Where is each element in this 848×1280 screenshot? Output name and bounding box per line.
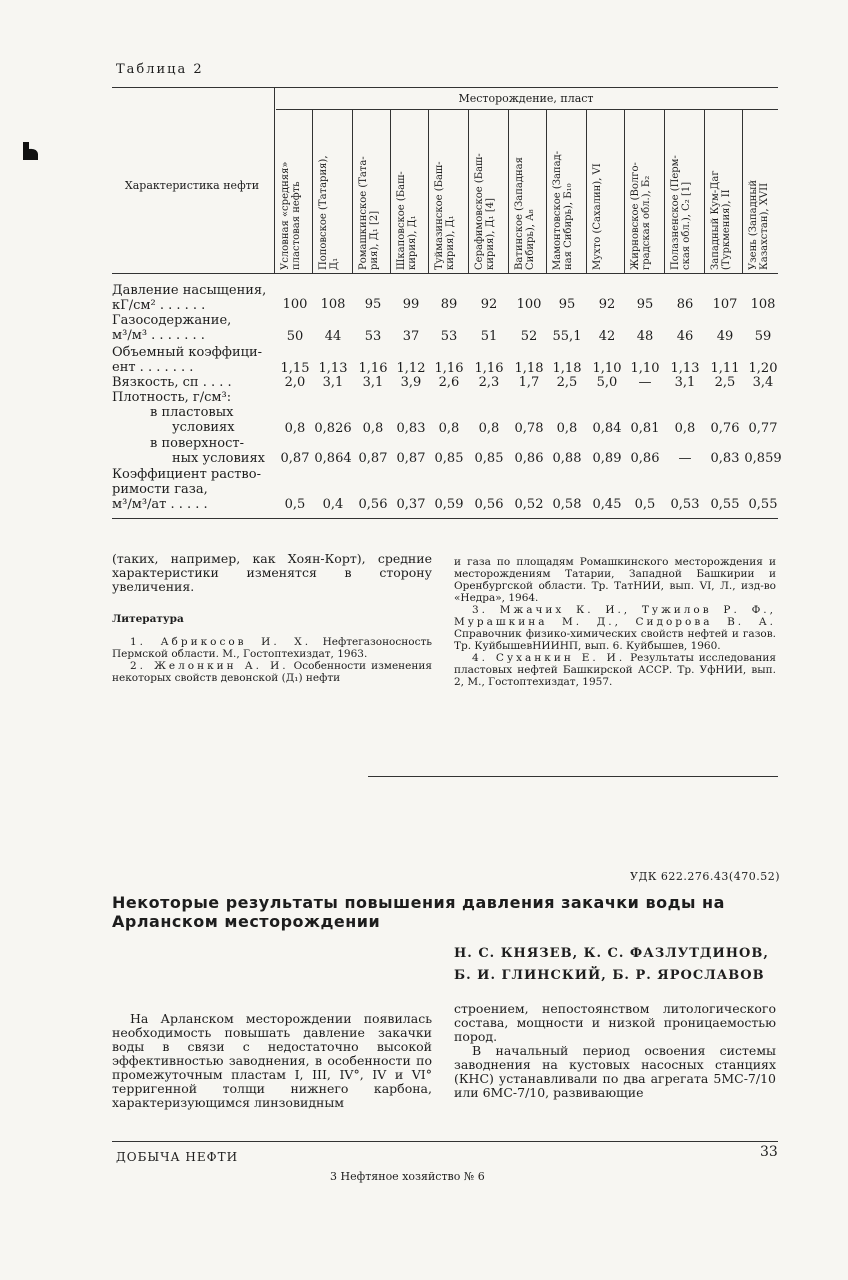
table-cell: 100 (282, 297, 308, 312)
table-cell: 0,86 (514, 451, 544, 466)
table-cell: 95 (636, 297, 654, 312)
table-cell: 0,826 (314, 421, 352, 436)
table-cell: 0,52 (514, 497, 544, 512)
table-cell: 46 (676, 329, 694, 344)
column-divider (586, 109, 587, 273)
table-cell: 51 (480, 329, 498, 344)
table-cell: 48 (636, 329, 654, 344)
table-cell: 108 (750, 297, 776, 312)
table-cell: 1,16 (474, 361, 504, 376)
conclusion-paragraph: (таких, например, как Хоян-Корт), средние характеристики изменятся в сторону увеличения. (112, 551, 432, 594)
article-authors (454, 943, 769, 987)
upper-left-column (112, 552, 432, 684)
table-cell: 49 (716, 329, 734, 344)
table-cell: 1,10 (630, 361, 660, 376)
upper-right-column (454, 556, 776, 688)
row-label: Вязкость, сп . . . . (112, 375, 232, 390)
reference-3: 3. Мжачих К. И., Тужилов Р. Ф., Мурашкина М. Д., Сидорова В. А. Справочник физико-химических свойств нефтей и газов. Тр. КуйбышевНИИНП, вып. 6. Куйбышев, 1960. (454, 604, 776, 652)
table-cell: 0,89 (592, 451, 622, 466)
table-cell: 44 (324, 329, 342, 344)
table-cell: 1,16 (358, 361, 388, 376)
column-divider (352, 109, 353, 273)
table-cell: 1,13 (318, 361, 348, 376)
table-top-rule (112, 87, 778, 88)
journal-section: ДОБЫЧА НЕФТИ (116, 1150, 239, 1164)
table-cell: 0,37 (396, 497, 426, 512)
table-cell: 100 (516, 297, 542, 312)
table-cell: 0,85 (434, 451, 464, 466)
table-cell: 0,864 (314, 451, 352, 466)
table-cell: 52 (520, 329, 538, 344)
table-cell: 86 (676, 297, 694, 312)
table-cell: 0,45 (592, 497, 622, 512)
column-divider (390, 109, 391, 273)
table-cell: 1,13 (670, 361, 700, 376)
table-cell: 1,20 (748, 361, 778, 376)
row-label: кГ/см² . . . . . . (112, 298, 206, 313)
table-cell: 0,76 (710, 421, 740, 436)
table-cell: 92 (598, 297, 616, 312)
table-cell: 0,8 (478, 421, 500, 436)
footer-rule (112, 1141, 778, 1142)
table-cell: 0,53 (670, 497, 700, 512)
table-cell: 2,3 (478, 375, 500, 390)
authors-line-1: Н. С. КНЯЗЕВ, К. С. ФАЗЛУТДИНОВ, (454, 946, 769, 961)
udk-code: УДК 622.276.43(470.52) (630, 870, 780, 883)
table-cell: 92 (480, 297, 498, 312)
column-divider (664, 109, 665, 273)
column-header: Серафимовское (Баш- кирия), Д₁ [4] (474, 153, 496, 270)
table-cell: 0,84 (592, 421, 622, 436)
table-cell: 0,86 (630, 451, 660, 466)
column-header: Ватинское (Западная Сибирь), А₈ (514, 157, 536, 270)
table-cell: 0,88 (552, 451, 582, 466)
table-cell: 0,5 (284, 497, 306, 512)
table-cell: 55,1 (552, 329, 582, 344)
table-cell: 53 (440, 329, 458, 344)
table-cell: 0,56 (358, 497, 388, 512)
table-cell: 0,78 (514, 421, 544, 436)
article-right-column (454, 1002, 776, 1100)
table-cell: 0,87 (280, 451, 310, 466)
table-cell: 89 (440, 297, 458, 312)
table-cell: 3,4 (752, 375, 774, 390)
table-cell: 0,77 (748, 421, 778, 436)
table-cell: 0,58 (552, 497, 582, 512)
table-cell: 3,1 (362, 375, 384, 390)
column-divider (624, 109, 625, 273)
article-paragraph-1: На Арланском месторождении появилась необходимость повышать давление закачки воды в связи с недостаточно высокой эффективностью заводнения, в особенности по промежуточным пластам I, III, IV°, IV и VI° терригенной толщи нижнего карбона, характеризующимся линзовидным (112, 1011, 432, 1110)
table-cell: 99 (402, 297, 420, 312)
reference-2-continued: и газа по площадям Ромашкинского месторождения и месторождениям Татарии, Западной Башкирии и Оренбургской области. Тр. ТатНИИ, вып. VI, Л., изд-во «Недра», 1964. (454, 556, 776, 604)
column-divider (468, 109, 469, 273)
table-cell: 37 (402, 329, 420, 344)
column-divider (704, 109, 705, 273)
table-cell: 42 (598, 329, 616, 344)
table-cell: 1,16 (434, 361, 464, 376)
table-cell: 1,12 (396, 361, 426, 376)
column-header: Мамонтовское (Запад- ная Сибирь), Б₁₀ (552, 150, 574, 270)
group-header: Месторождение, пласт (458, 92, 594, 105)
article-paragraph-2: строением, непостоянством литологического состава, мощности и низкой проницаемостью пород. (454, 1001, 776, 1044)
article-title: Некоторые результаты повышения давления закачки воды на Арланском месторождении (112, 893, 725, 931)
row-label: Объемный коэффици- (112, 345, 263, 360)
table-cell: 0,83 (710, 451, 740, 466)
row-label: Газосодержание, (112, 313, 232, 328)
table-cell: 0,8 (284, 421, 306, 436)
table-cell: 0,81 (630, 421, 660, 436)
column-divider (428, 109, 429, 273)
printer-signature: 3 Нефтяное хозяйство № 6 (330, 1170, 485, 1183)
table-cell: — (678, 451, 692, 466)
table-bottom-rule (112, 518, 778, 519)
table-cell: 3,1 (322, 375, 344, 390)
table-cell: 1,15 (280, 361, 310, 376)
table-cell: 2,6 (438, 375, 460, 390)
column-header: Мухто (Сахалин), VI (592, 163, 603, 270)
references-title: Литература (112, 613, 184, 625)
table-cell: 2,0 (284, 375, 306, 390)
column-divider (546, 109, 547, 273)
table-cell: 1,10 (592, 361, 622, 376)
column-header: Условная «средняя» пластовая нефть (280, 161, 302, 270)
column-header: Ромашкинское (Тата- рия), Д₁ [2] (358, 156, 380, 270)
table-cell: 0,83 (396, 421, 426, 436)
margin-ink-mark (20, 140, 42, 162)
table-cell: 1,18 (514, 361, 544, 376)
row-label: условиях (172, 420, 235, 435)
table-cell: 0,56 (474, 497, 504, 512)
table-cell: 0,8 (556, 421, 578, 436)
table-cell: 59 (754, 329, 772, 344)
table-cell: 53 (364, 329, 382, 344)
characteristic-header: Характеристика нефти (124, 179, 260, 192)
table-label: Таблица 2 (116, 62, 204, 77)
row-label: Коэффициент раство- (112, 467, 261, 482)
table-cell: 108 (320, 297, 346, 312)
table-cell: 95 (558, 297, 576, 312)
table-cell: 95 (364, 297, 382, 312)
row-label: м³/м³ . . . . . . . (112, 328, 205, 343)
table-cell: 50 (286, 329, 304, 344)
table-cell: 0,59 (434, 497, 464, 512)
column-divider (742, 109, 743, 273)
table-cell: 0,4 (322, 497, 344, 512)
column-header: Западный Кум-Даг (Туркмения), II (710, 170, 732, 270)
reference-1: 1. Абрикосов И. Х. Нефтегазоносность Пермской области. М., Гостоптехиздат, 1963. (112, 636, 432, 660)
column-divider (508, 109, 509, 273)
reference-4: 4. Суханкин Е. И. Результаты исследования пластовых нефтей Башкирской АССР. Тр. УфНИИ, вып. 2, М., Гостоптехиздат, 1957. (454, 652, 776, 688)
row-label: м³/м³/ат . . . . . (112, 497, 208, 512)
table-cell: 0,55 (710, 497, 740, 512)
column-header: Туймазинское (Баш- кирия), Д₁ (434, 161, 456, 270)
reference-2: 2. Желонкин А. И. Особенности изменения некоторых свойств девонской (Д₁) нефти (112, 660, 433, 684)
table-header-rule (112, 273, 778, 274)
column-header: Узень (Западный Казахстан), XVII (748, 179, 770, 270)
article-left-column (112, 1012, 432, 1110)
row-label: Плотность, г/см³: (112, 390, 232, 405)
table-cell: 2,5 (556, 375, 578, 390)
table-cell: 0,8 (438, 421, 460, 436)
table-cell: — (638, 375, 652, 390)
table-cell: 107 (712, 297, 738, 312)
table-cell: 0,8 (674, 421, 696, 436)
column-header: Полазненское (Перм- ская обл.), С₂ [1] (670, 155, 692, 270)
row-label: ных условиях (172, 451, 266, 466)
column-header: Поповское (Татария), Д₁ (318, 155, 340, 270)
row-label: в пластовых (150, 405, 234, 420)
table-cell: 2,5 (714, 375, 736, 390)
article-paragraph-3: В начальный период освоения системы заводнения на кустовых насосных станциях (КНС) устанавливали по два агрегата 5МС-7/10 или 6МС-7/10, развивающие (454, 1043, 776, 1100)
column-divider (312, 109, 313, 273)
row-label: ент . . . . . . . (112, 360, 194, 375)
table-cell: 0,5 (634, 497, 656, 512)
row-label: римости газа, (112, 482, 208, 497)
column-header: Шкаповское (Баш- кирия), Д₁ (396, 171, 418, 270)
section-separator (368, 776, 778, 777)
page-number: 33 (760, 1144, 778, 1160)
table-cell: 1,7 (518, 375, 540, 390)
table-cell: 3,9 (400, 375, 422, 390)
authors-line-2: Б. И. ГЛИНСКИЙ, Б. Р. ЯРОСЛАВОВ (454, 968, 765, 983)
table-cell: 1,11 (710, 361, 740, 376)
row-label: в поверхност- (150, 436, 244, 451)
table-cell: 0,859 (744, 451, 782, 466)
table-cell: 0,8 (362, 421, 384, 436)
row-label: Давление насыщения, (112, 283, 267, 298)
table-cell: 0,87 (396, 451, 426, 466)
column-header: Жирновское (Волго- градская обл.), Б₂ (630, 162, 652, 270)
table-cell: 5,0 (596, 375, 618, 390)
table-cell: 3,1 (674, 375, 696, 390)
header-divider (274, 88, 275, 273)
table-cell: 1,18 (552, 361, 582, 376)
table-cell: 0,87 (358, 451, 388, 466)
table-cell: 0,55 (748, 497, 778, 512)
table-cell: 0,85 (474, 451, 504, 466)
